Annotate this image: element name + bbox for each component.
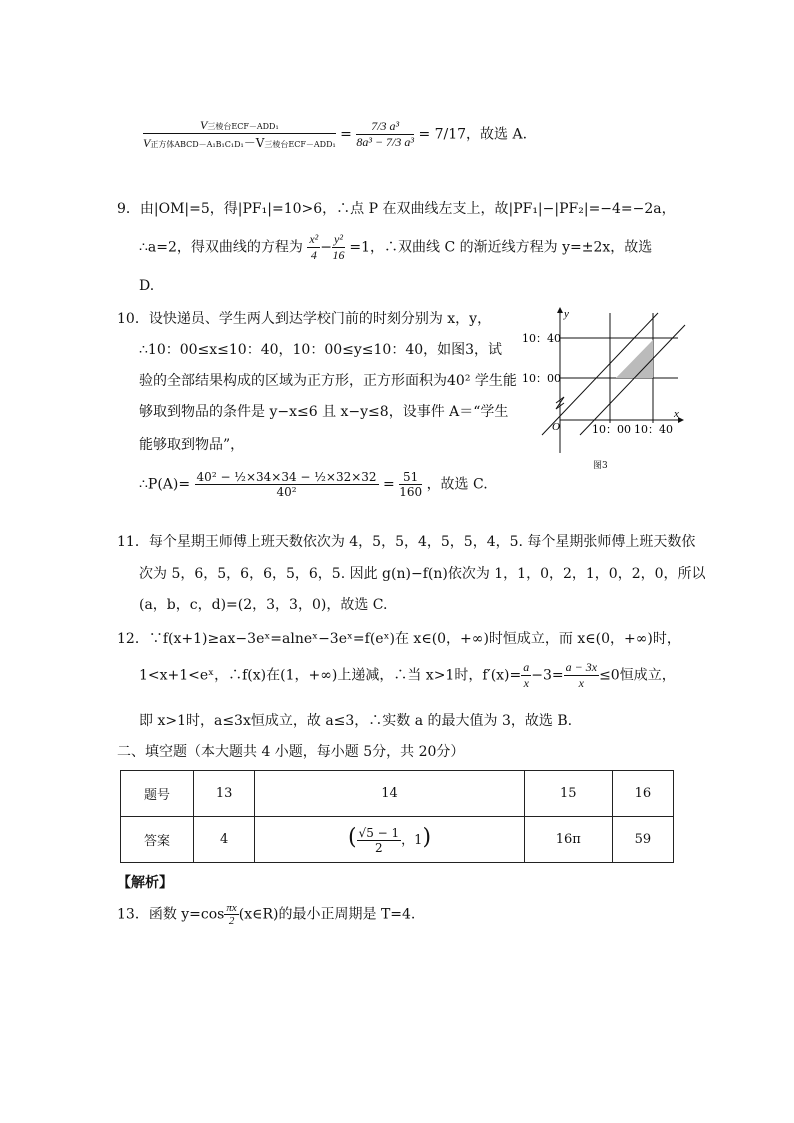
table-row <box>121 817 674 863</box>
q10-figure-caption: 图3 <box>593 461 608 471</box>
table-cell-number: 13 <box>194 771 255 817</box>
q10-line4: 够取到物品的条件是 y−x≤6 且 x−y≤8，设事件 A＝“学生 <box>139 404 509 420</box>
q12-line3: 即 x>1时，a≤3x恒成立，故 a≤3，∴实数 a 的最大值为 3，故选 B. <box>139 713 573 729</box>
q9-line3: D. <box>139 278 155 294</box>
table-cell-number: 16 <box>612 771 673 817</box>
q11-line3: (a，b，c，d)=(2，3，3，0)，故选 C. <box>139 597 388 613</box>
q12-line2: 1<x+1<eˣ，∴f(x)在(1，+∞)上递减，∴当 x>1时，f′(x)= $\frac{a}{x}$ −3= $\frac{a - 3x}{x}$ ≤0恒成立， <box>139 660 676 690</box>
q12-line1: 12．∵f(x+1)≥ax−3eˣ=alneˣ−3eˣ=f(eˣ)在 x∈(0，+∞)时恒成立，而 x∈(0，+∞)时， <box>117 631 681 647</box>
q8-left-fraction: $\frac{\text{V三棱台ECF－ADD₁}}{\text{V正方体ABCD－A₁B₁C₁D₁－V三棱台ECF－ADD₁}}$ <box>143 118 336 150</box>
q11-line2: 次为 5，6，5，6，6，5，6，5. 因此 g(n)−f(n)依次为 1，1，0，2，1，0，2，0，所以 <box>139 566 706 582</box>
table-cell-header-label: 题号 <box>121 771 194 817</box>
table-cell-number: 14 <box>255 771 525 817</box>
table-cell-answer-label: 答案 <box>121 817 194 863</box>
q9-line1: 9．由|OM|=5，得|PF₁|=10>6，∴点 P 在双曲线左支上，故|PF₁|−|PF₂|=−4=−2a， <box>117 201 676 217</box>
q8-equation: $\frac{\text{V三棱台ECF－ADD₁}}{\text{V正方体ABCD－A₁B₁C₁D₁－V三棱台ECF－ADD₁}}$ = $\frac{\text{7/3 a³}}{\text{8a³ − 7/3 a³}}$ = 7/17，故选 A. <box>143 118 528 150</box>
table-cell-answer: 59 <box>612 817 673 863</box>
q10-x-tick-1040: 10：40 <box>634 423 673 436</box>
q10-line5: 能够取到物品”， <box>139 437 245 453</box>
table-cell-answer: 16π <box>524 817 612 863</box>
q10-y-tick-1040: 10：40 <box>522 332 561 345</box>
answer-table <box>120 770 674 863</box>
q10-line2: ∴10：00≤x≤10：40，10：00≤y≤10：40，如图3，试 <box>139 342 503 358</box>
q9-line2: ∴a=2，得双曲线的方程为 $\frac{\text{x²}}{4}$ − $\frac{\text{y²}}{16}$ =1，∴双曲线 C 的渐近线方程为 y=±2x，故选 <box>139 232 653 262</box>
q8-middle-fraction: $\frac{\text{7/3 a³}}{\text{8a³ − 7/3 a³}}$ <box>356 119 414 149</box>
section2-heading: 二、填空题（本大题共 4 小题，每小题 5分，共 20分） <box>117 744 465 760</box>
q10-y-tick-1000: 10：00 <box>522 372 561 385</box>
jiexi-label: 【解析】 <box>117 875 173 891</box>
q13-line: 13．函数 y=cos $\frac{\pi x}{2}$ (x∈R)的最小正周期是 T=4. <box>117 902 416 927</box>
q11-line1: 11．每个星期王师傅上班天数依次为 4，5，5，4，5，5，4，5. 每个星期张师傅上班天数依 <box>117 534 696 550</box>
q10-figure <box>520 305 690 455</box>
q10-y-label: y <box>564 308 569 320</box>
q10-x-tick-1000: 10：00 <box>592 423 631 436</box>
q10-calc: ∴P(A)= $\frac{\text{40² − ½×34×34 − ½×32×32}}{\text{40²}}$ = $\frac{51}{160}$ ，故选 C. <box>139 470 488 499</box>
q10-line1: 10．设快递员、学生两人到达学校门前的时刻分别为 x，y， <box>117 311 492 327</box>
q10-origin-label: O <box>552 421 560 433</box>
table-cell-answer: 4 <box>194 817 255 863</box>
q10-x-label: x <box>674 408 679 420</box>
q10-line3: 验的全部结果构成的区域为正方形，正方形面积为40² 学生能 <box>139 373 517 389</box>
table-cell-answer-14: ( $\frac{√5 - 1}{2}$ ，1) <box>255 817 525 863</box>
table-row <box>121 771 674 817</box>
table-cell-number: 15 <box>524 771 612 817</box>
